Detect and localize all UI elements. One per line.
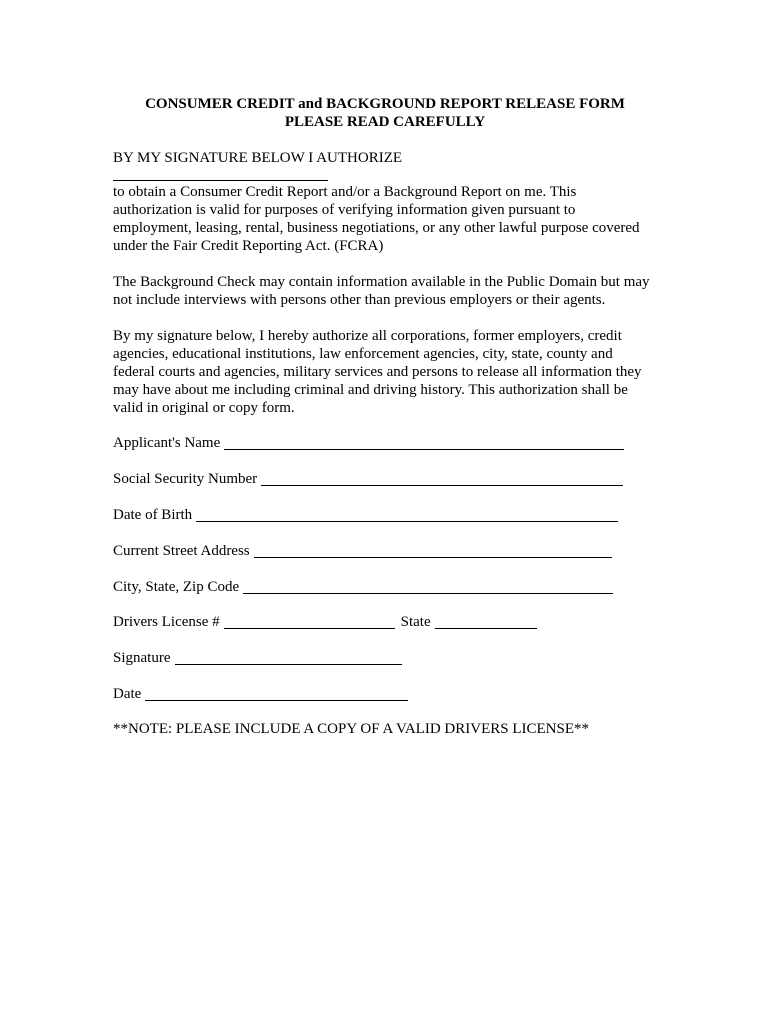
ssn-field[interactable] (261, 471, 623, 486)
street-row (113, 542, 612, 560)
authorization-line: employment, leasing, rental, business negotiations, or any other lawful purpose covered (113, 220, 640, 236)
authorized-party-blank[interactable] (113, 166, 328, 181)
state-field[interactable] (435, 614, 537, 629)
date-label: Date (113, 686, 142, 702)
signature-field[interactable] (175, 650, 402, 665)
signature-label: Signature (113, 650, 171, 666)
background-line: The Background Check may contain information available in the Public Domain but may (113, 274, 650, 290)
background-line: not include interviews with persons other than previous employers or their agents. (113, 292, 606, 308)
release-line: federal courts and agencies, military services and persons to release all information they (113, 364, 642, 380)
authorization-line: under the Fair Credit Reporting Act. (FCRA) (113, 238, 384, 254)
drivers-license-row (113, 613, 537, 631)
dob-field[interactable] (196, 507, 618, 522)
authorization-paragraph (113, 183, 673, 255)
form-title: CONSUMER CREDIT and BACKGROUND REPORT RELEASE FORM (145, 96, 625, 112)
date-field[interactable] (145, 686, 408, 701)
release-line: valid in original or copy form. (113, 400, 295, 416)
release-line: may have about me including criminal and driving history. This authorization shall be (113, 382, 628, 398)
signature-row (113, 649, 402, 667)
release-line: agencies, educational institutions, law enforcement agencies, city, state, county and (113, 346, 613, 362)
ssn-row (113, 470, 623, 488)
drivers-license-note: **NOTE: PLEASE INCLUDE A COPY OF A VALID DRIVERS LICENSE** (113, 721, 590, 737)
street-field[interactable] (254, 543, 612, 558)
release-paragraph (113, 327, 673, 417)
ssn-label: Social Security Number (113, 471, 258, 487)
city-state-zip-label: City, State, Zip Code (113, 579, 240, 595)
applicant-name-label: Applicant's Name (113, 435, 221, 451)
applicant-name-row (113, 434, 624, 452)
dob-row (113, 506, 618, 524)
authorization-line: authorization is valid for purposes of verifying information given pursuant to (113, 202, 576, 218)
authorize-lead: BY MY SIGNATURE BELOW I AUTHORIZE (113, 150, 403, 166)
city-state-zip-field[interactable] (243, 579, 613, 594)
drivers-license-field[interactable] (224, 614, 395, 629)
street-label: Current Street Address (113, 543, 250, 559)
background-check-paragraph (113, 273, 673, 309)
drivers-license-label: Drivers License # (113, 614, 220, 630)
state-label: State (400, 614, 431, 630)
dob-label: Date of Birth (113, 507, 193, 523)
city-state-zip-row (113, 578, 613, 596)
form-subtitle: PLEASE READ CAREFULLY (284, 114, 486, 130)
date-row (113, 685, 408, 703)
applicant-name-field[interactable] (224, 435, 624, 450)
authorization-line: to obtain a Consumer Credit Report and/or a Background Report on me. This (113, 184, 577, 200)
release-line: By my signature below, I hereby authorize all corporations, former employers, credit (113, 328, 622, 344)
